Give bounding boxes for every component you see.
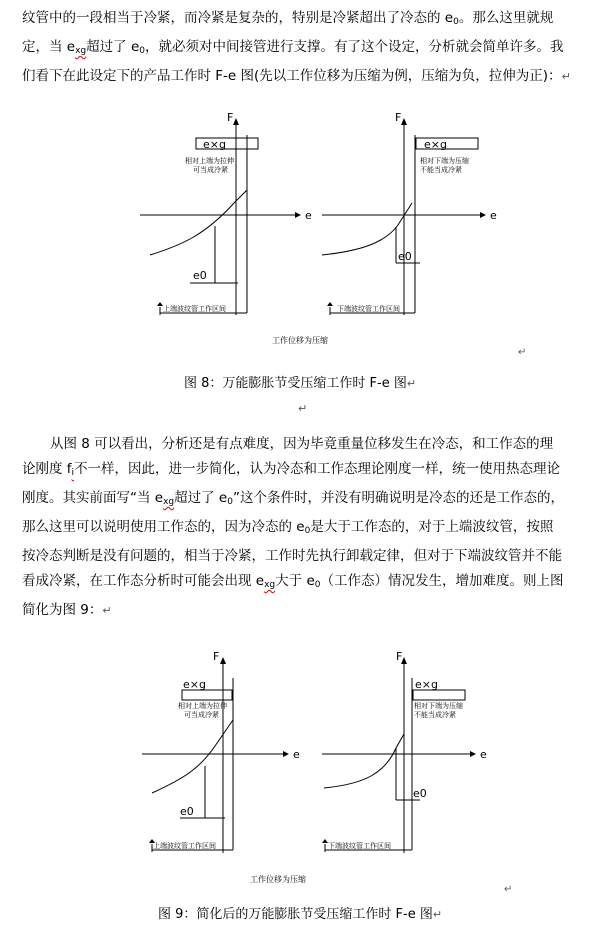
figure-9	[0, 648, 605, 898]
figure-8	[0, 105, 605, 365]
fig9-right-exg-box	[413, 690, 465, 700]
fig8-bottom-label: 工作位移为压缩	[272, 336, 328, 345]
fig9-right-range-label: 下端波纹管工作区间	[328, 842, 391, 850]
paragraph-2-line-4: 那么这里可以说明使用工作态的，因为冷态的 $e_0$是大于工作态的，对于上端波纹管，按照	[22, 519, 554, 536]
fig8-return-mark: ↵	[518, 347, 527, 358]
fig8-right-note-2: 不能当成冷紧	[420, 166, 462, 174]
fig9-left-range-label: 上端波纹管工作区间	[153, 842, 216, 850]
fig8-left-exg-label: e×g	[203, 138, 226, 151]
fig8-right-e-label: e	[490, 209, 497, 222]
fig8-left-f-label: F	[227, 111, 234, 124]
fig8-left-e0-label: e0	[193, 269, 207, 282]
fig8-right-range-label: 下端波纹管工作区间	[337, 305, 400, 313]
empty-line-mark: ↵	[298, 402, 308, 415]
fig9-right-exg-label: e×g	[415, 678, 438, 691]
paragraph-2-line-3: 刚度。其实前面写“当 $e_{xg}$超过了 $e_0$”这个条件时，并没有明确说明是冷态的还是工作态的，	[22, 490, 564, 507]
fig8-right-e0-label: e0	[398, 250, 412, 263]
paragraph-1-line-1: 纹管中的一段相当于冷紧，而冷紧是复杂的，特别是冷紧超出了冷态的 $e_0$。那么这里就规	[22, 10, 554, 27]
fig9-right-note-2: 不能当成冷紧	[414, 711, 456, 719]
paragraph-1	[22, 6, 594, 89]
fig8-left-e-label: e	[305, 209, 312, 222]
fig8-left-note-1: 相对上端为拉伸	[185, 157, 234, 165]
fig9-return-mark: ↵	[504, 884, 513, 895]
paragraph-2-line-7: 简化为图 9：↵	[22, 602, 112, 618]
fig9-left-e-label: e	[293, 748, 300, 761]
paragraph-1-line-3: 们看下在此设定下的产品工作时 F-e 图(先以工作位移为压缩为例，压缩为负，拉伸为正)：↵	[22, 68, 571, 84]
fig9-right-f-label: F	[396, 650, 403, 663]
fig9-bottom-label: 工作位移为压缩	[250, 875, 306, 884]
fig9-right-e0-label: e0	[413, 787, 427, 800]
paragraph-2-line-6: 看成冷紧，在工作态分析时可能会出现 $e_{xg}$大于 $e_0$（工作态）情况发生，增加难度。则上图	[22, 573, 564, 590]
paragraph-2-line-2: 论刚度 $f_i$不一样，因此，进一步简化，认为冷态和工作态理论刚度一样，统一使用热态理论	[22, 461, 561, 478]
fig9-right-e-label: e	[480, 748, 487, 761]
fig9-left-f-label: F	[213, 650, 220, 663]
fig9-left-curve	[152, 720, 233, 793]
fig9-left-exg-label: e×g	[183, 678, 206, 691]
figure-9-caption: 图 9：简化后的万能膨胀节受压缩工作时 F-e 图↵	[158, 907, 443, 922]
fig9-right-note-1: 相对下端为压缩	[414, 702, 463, 710]
fig8-left-range-label: 上端波纹管工作区间	[163, 305, 226, 313]
fig8-right-curve	[322, 203, 412, 255]
paragraph-1-line-2: 定，当 $e_{xg}$超过了 $e_0$，就必须对中间接管进行支撑。有了这个设定，分析就会简单许多。我	[22, 39, 564, 56]
fig8-right-note-1: 相对下端为压缩	[420, 157, 469, 165]
figure-8-caption: 图 8：万能膨胀节受压缩工作时 F-e 图↵	[184, 376, 417, 391]
fig8-right-f-label: F	[395, 111, 402, 124]
fig8-right-exg-label: e×g	[424, 138, 447, 151]
paragraph-2-line-1: 从图 8 可以看出，分析还是有点难度，因为毕竟重量位移发生在冷态，和工作态的理	[50, 436, 554, 452]
fig8-left-note-2: 可当成冷紧	[193, 166, 228, 174]
fig8-left-curve	[150, 190, 247, 255]
fig9-right-curve	[324, 734, 404, 788]
paragraph-2-line-5: 按冷态判断是没有问题的，相当于冷紧，工作时先执行卸载定律，但对于下端波纹管并不能	[22, 548, 562, 564]
fig9-left-exg-box	[182, 690, 232, 700]
fig9-left-note-2: 可当成冷紧	[184, 711, 219, 719]
fig9-left-note-1: 相对上端为拉伸	[178, 702, 227, 710]
paragraph-2	[22, 432, 594, 623]
fig9-left-e0-label: e0	[180, 805, 194, 818]
